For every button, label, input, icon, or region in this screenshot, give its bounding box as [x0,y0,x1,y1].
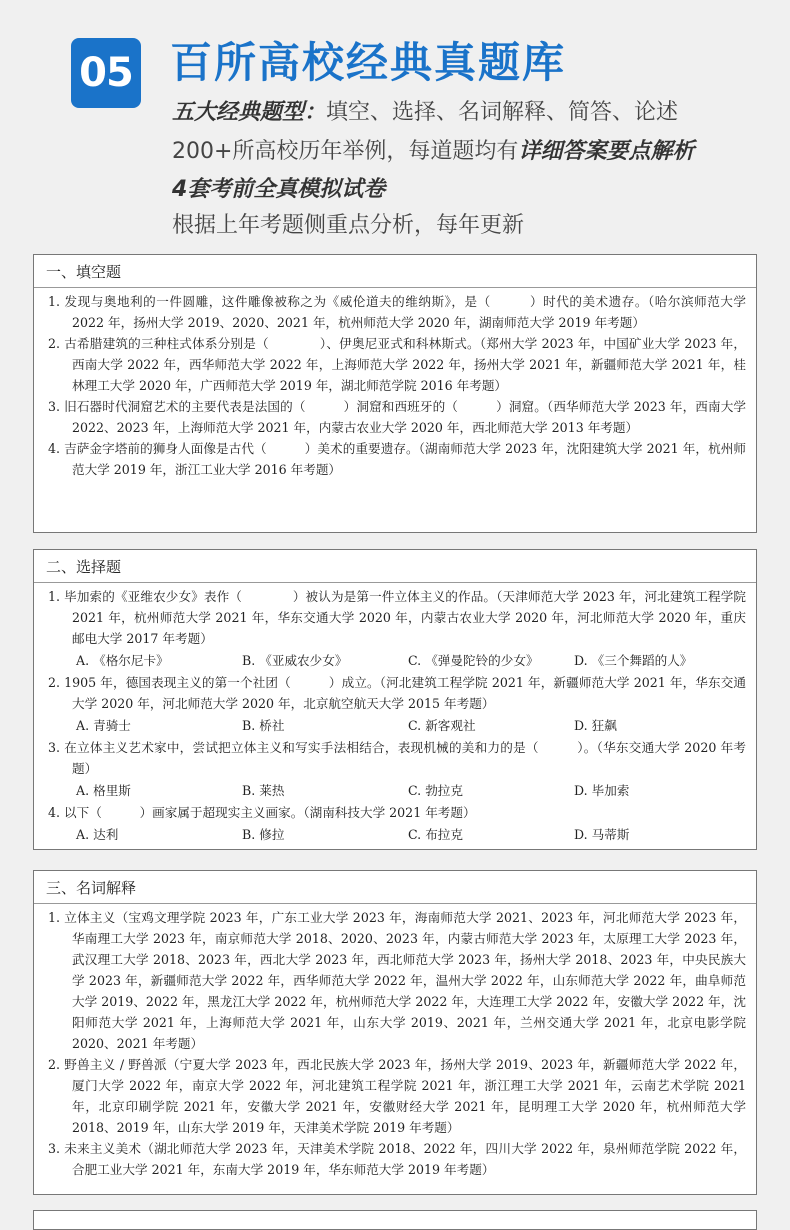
question-item: 3. 在立体主义艺术家中，尝试把立体主义和写实手法相结合，表现机械的美和力的是（ ）。（华东交通大学 2020 年考题） [48,740,746,776]
card-title: 一、填空题 [46,263,122,281]
option: C. 勃拉克 [408,783,463,798]
question-item: 4. 以下（ ）画家属于超现实主义画家。（湖南科技大学 2021 年考题） [48,805,476,820]
question-item: 1. 立体主义（宝鸡文理学院 2023 年，广东工业大学 2023 年，海南师范大学 2021、2023 年，河北师范大学 2023 年，华南理工大学 2023 年，南京师范大学 2018、2020、2023 年，内蒙古师范大学 2023 年，太原理工大学 2023 年，武汉理工大学 2018、2023 年，西北大学 2023 年，西北师范大学 2023 年，扬州大学 2018、2023 年，中央民族大学 2023 年，新疆师范大学 2022 年，西华师范大学 2022 年，温州大学 2022 年，山东师范大学 2022 年，曲阜师范大学 2019、2022 年，黑龙江大学 2022 年，杭州师范大学 2022 年，大连理工大学 2022 年，安徽大学 2022 年，沈阳师范大学 2021 年，上海师范大学 2021 年，山东大学 2019、2021 年，兰州交通大学 2021 年，北京电影学院 2020、2021 年考题） [48,910,746,1051]
question-item: 1. 毕加索的《亚维农少女》表作（ ）被认为是第一件立体主义的作品。（天津师范大学 2023 年，河北建筑工程学院 2021 年，杭州师范大学 2021 年，华东交通大学 2020 年，内蒙古农业大学 2020 年，河北师范大学 2020 年，重庆邮电大学 2017 年考题） [48,589,746,646]
option: A. 《格尔尼卡》 [76,653,169,668]
option: D. 狂飙 [574,718,617,733]
question-item: 2. 1905 年，德国表现主义的第一个社团（ ）成立。（河北建筑工程学院 2021 年，新疆师范大学 2021 年，华东交通大学 2020 年，河北师范大学 2020 年，北京航空航天大学 2015 年考题） [48,675,746,711]
option: B. 桥社 [242,718,285,733]
option: D. 《三个舞蹈的人》 [574,653,693,668]
universities-line [172,134,694,165]
option: C. 《弹曼陀铃的少女》 [408,653,539,668]
option: C. 新客观社 [408,718,476,733]
section-header [0,0,790,250]
divider [34,287,756,288]
question-item: 2. 古希腊建筑的三种柱式体系分别是（ ）、伊奥尼亚式和科林斯式。（郑州大学 2023 年，中国矿业大学 2023 年，西南大学 2022 年，西华师范大学 2022 年，上海师范大学 2022 年，扬州大学 2021 年，新疆师范大学 2021 年，桂林理工大学 2020 年，广西师范大学 2019 年，湖北师范学院 2016 年考题） [48,336,746,393]
options-row [34,714,756,737]
options-row [34,823,756,846]
question-item: 1. 发现与奥地利的一件圆雕，这件雕像被称之为《威伦道夫的维纳斯》，是（ ）时代的美术遗存。（哈尔滨师范大学 2022 年，扬州大学 2019、2020、2021 年，杭州师范大学 2020 年，湖南师范大学 2019 年考题） [48,294,746,330]
option: B. 莱热 [242,783,285,798]
question-item: 3. 旧石器时代洞窟艺术的主要代表是法国的（ ）洞窟和西班牙的（ ）洞窟。（西华师范大学 2023 年，西南大学 2022、2023 年，上海师范大学 2021 年，内蒙古农业大学 2020 年，西北师范大学 2013 年考题） [48,399,746,435]
option: D. 毕加索 [574,783,630,798]
next-card-edge [33,1210,757,1230]
question-item: 3. 未来主义美术（湖北师范大学 2023 年，天津美术学院 2018、2022 年，四川大学 2022 年，泉州师范学院 2022 年，合肥工业大学 2021 年，东南大学 2019 年，华东师范大学 2019 年考题） [48,1141,746,1177]
card-title: 三、名词解释 [46,879,137,897]
option: D. 马蒂斯 [574,827,630,842]
universities-text: 200+所高校历年举例，每道题均有 [172,139,519,164]
question-types-line [172,95,678,126]
term-definition-card [33,870,757,1195]
option: C. 布拉克 [408,827,463,842]
section-number-badge: 05 [71,38,141,108]
option: B. 《亚威农少女》 [242,653,348,668]
question-item: 2. 野兽主义 / 野兽派（宁夏大学 2023 年，西北民族大学 2023 年，扬州大学 2019、2023 年，新疆师范大学 2022 年，厦门大学 2022 年，南京大学 2022 年，河北建筑工程学院 2021 年，浙江理工大学 2021 年，云南艺术学院 2021 年，北京印刷学院 2021 年，安徽大学 2021 年，安徽财经大学 2021 年，昆明理工大学 2020 年，杭州师范大学 2018、2019 年，山东大学 2019 年，天津美术学院 2019 年考题） [48,1057,746,1135]
page-title: 百所高校经典真题库 [170,38,567,87]
option: A. 格里斯 [76,783,131,798]
update-line: 根据上年考题侧重点分析，每年更新 [172,213,525,238]
multiple-choice-card [33,549,757,850]
answer-analysis-highlight: 详细答案要点解析 [518,139,695,164]
question-types-label: 五大经典题型： [172,100,327,125]
question-types-list: 填空、选择、名词解释、简答、论述 [326,100,679,125]
divider [34,903,756,904]
options-row [34,649,756,672]
card-title: 二、选择题 [46,558,122,576]
divider [34,582,756,583]
fill-blank-card [33,254,757,533]
option: A. 达利 [76,827,119,842]
question-item: 4. 吉萨金字塔前的狮身人面像是古代（ ）美术的重要遗存。（湖南师范大学 2023 年，沈阳建筑大学 2021 年，杭州师范大学 2019 年，浙江工业大学 2016 年考题） [48,441,746,477]
mock-exam-line: 4套考前全真模拟试卷 [172,177,386,202]
option: A. 青骑士 [76,718,131,733]
options-row [34,779,756,802]
option: B. 修拉 [242,827,285,842]
